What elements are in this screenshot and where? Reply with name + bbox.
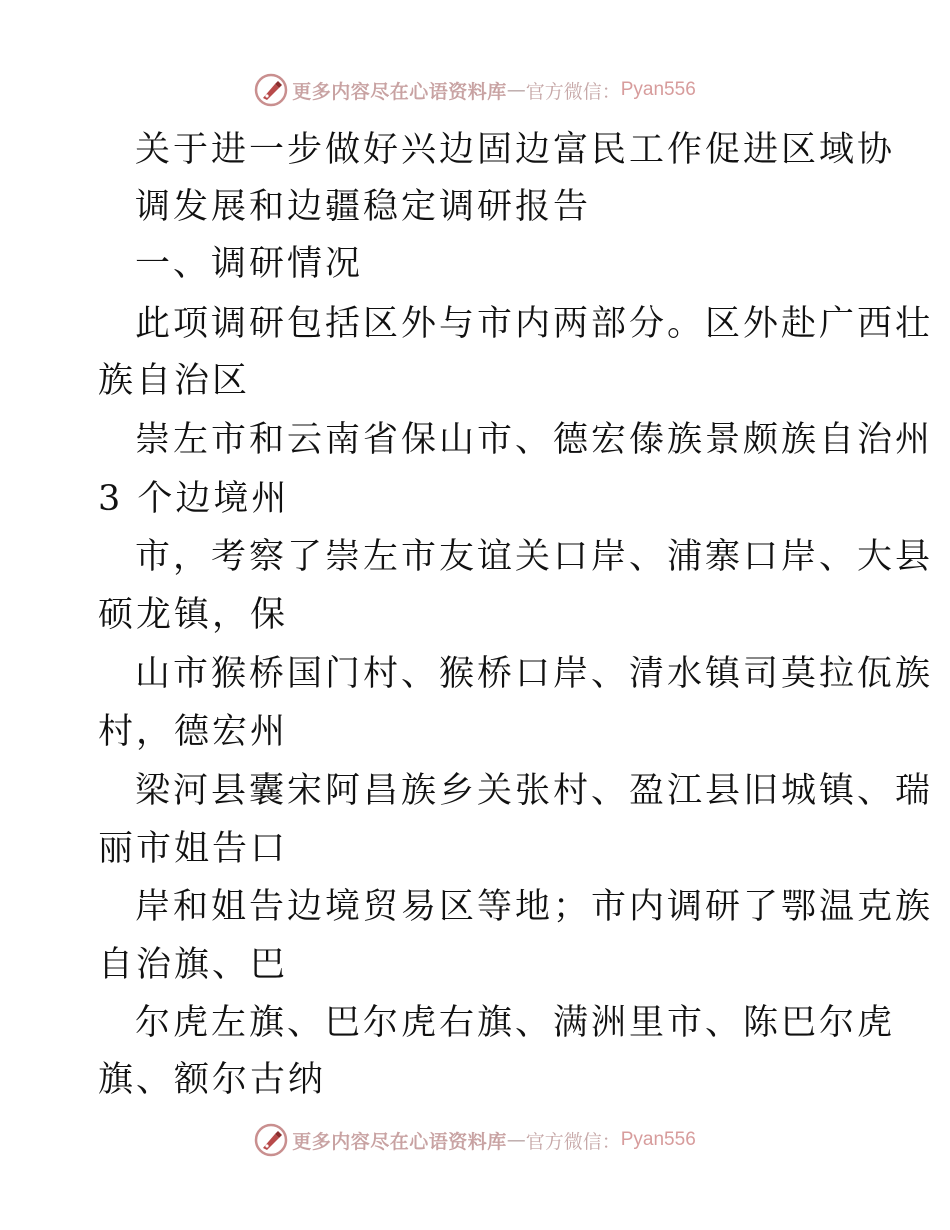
document-title-line-2: 调发展和边疆稳定调研报告 [135, 187, 592, 227]
watermark-brand-text: 更多内容尽在心语资料库 [292, 80, 507, 103]
watermark-wechat-id: Pyan556 [620, 79, 696, 100]
body-line: 岸和姐告边境贸易区等地；市内调研了鄂温克族 [135, 887, 934, 927]
body-line: 旗、额尔古纳 [98, 1060, 327, 1100]
body-line: 崇左市和云南省保山市、德宏傣族景颇族自治州 [135, 420, 934, 460]
body-line: 3 个边境州 [98, 479, 290, 519]
watermark-wechat-id: Pyan556 [620, 1129, 696, 1150]
body-line: 丽市姐告口 [98, 829, 289, 869]
fountain-pen-icon [254, 1123, 288, 1157]
body-line: 村，德宏州 [98, 712, 289, 752]
watermark-official-label: 官方微信： [525, 80, 621, 103]
body-line: 尔虎左旗、巴尔虎右旗、满洲里市、陈巴尔虎 [135, 1003, 896, 1043]
watermark-separator: — [506, 1129, 526, 1151]
watermark-official-label: 官方微信： [525, 1130, 621, 1153]
section-heading: 一、调研情况 [135, 244, 364, 284]
footer-watermark [0, 1122, 950, 1158]
body-line: 梁河县囊宋阿昌族乡关张村、盈江县旧城镇、瑞 [135, 771, 934, 811]
watermark-brand-text: 更多内容尽在心语资料库 [292, 1130, 507, 1153]
body-line: 此项调研包括区外与市内两部分。区外赴广西壮 [135, 304, 934, 344]
body-line: 山市猴桥国门村、猴桥口岸、清水镇司莫拉佤族 [135, 654, 934, 694]
watermark-separator: — [506, 79, 526, 101]
body-line: 市，考察了崇左市友谊关口岸、浦寨口岸、大县 [135, 537, 934, 577]
document-title-line-1: 关于进一步做好兴边固边富民工作促进区域协 [135, 130, 896, 170]
body-line: 硕龙镇，保 [98, 595, 289, 635]
body-line: 族自治区 [98, 361, 251, 401]
body-line: 自治旗、巴 [98, 945, 289, 985]
